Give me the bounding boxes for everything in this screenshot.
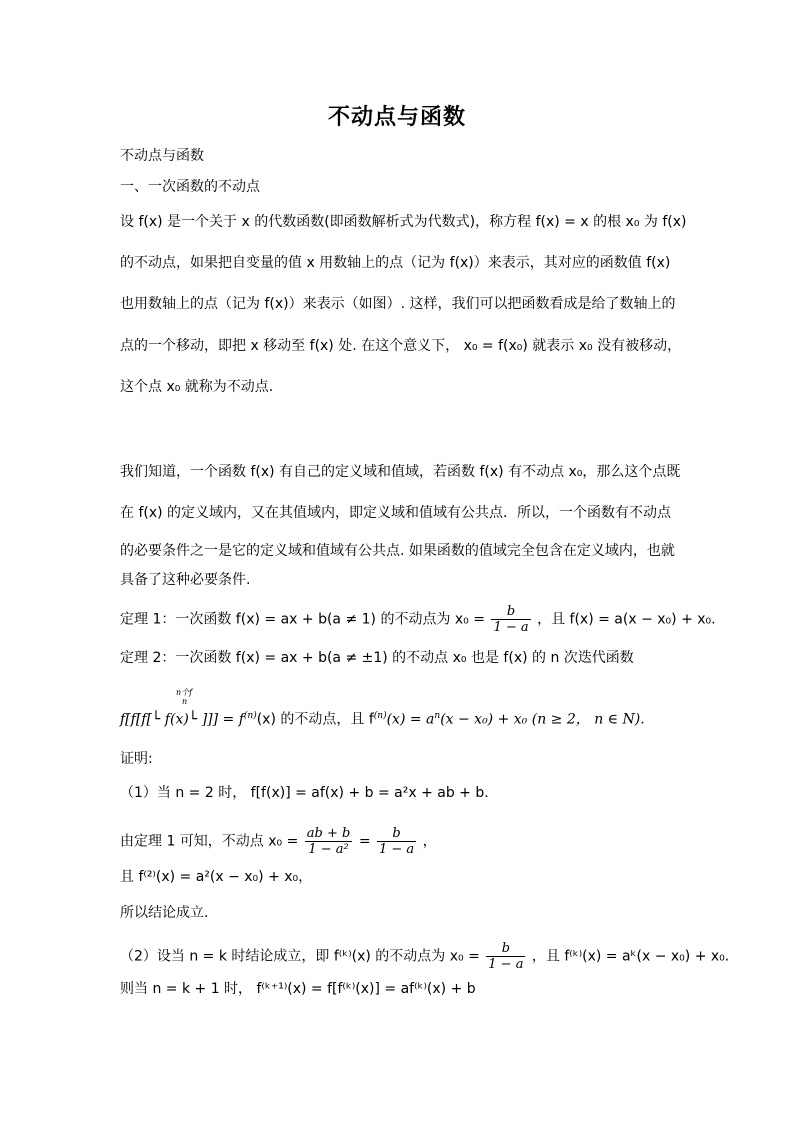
theorem-2-line-2 [120, 706, 645, 730]
fraction [486, 941, 525, 972]
fraction-numerator: ab + b [306, 826, 351, 841]
proof-step-1b [120, 826, 437, 857]
fraction-numerator: b [377, 826, 416, 842]
section-heading: 一、一次函数的不动点 [120, 179, 260, 195]
fraction [491, 604, 530, 635]
superscript: (n) [373, 711, 387, 721]
superscript: n [434, 711, 441, 721]
theorem-1-text: 定理 1：一次函数 f(x) = ax + b(a ≠ 1) 的不动点为 x₀ = [120, 611, 485, 628]
fraction-denominator: 1 − a [493, 620, 529, 635]
formula-tail: (x − x₀) + x₀ (n ≥ 2， n ∈ N). [440, 711, 645, 728]
fraction [377, 826, 416, 857]
paragraph-1-line-3: 也用数轴上的点（记为 f(x)）来表示（如图）. 这样，我们可以把函数看成是给了数轴上的 [120, 296, 676, 312]
fraction-denominator: 1 − a [379, 842, 415, 857]
iterated-function: f[f[f[└ f(x)└ ]]] = f [120, 711, 244, 728]
iteration-index-label: n [182, 697, 188, 706]
theorem-1 [120, 604, 716, 635]
proof-text: ，且 f⁽ᵏ⁾(x) = aᵏ(x − x₀) + x₀. [531, 948, 730, 965]
fraction-numerator: b [486, 941, 525, 957]
proof-step-2 [120, 941, 729, 972]
proof-step-3: 则当 n = k + 1 时， f⁽ᵏ⁺¹⁾(x) = f[f⁽ᵏ⁾(x)] = af⁽ᵏ⁾(x) + b [120, 981, 476, 997]
proof-text: 由定理 1 可知，不动点 x₀ = [120, 833, 299, 850]
formula: (x) = a [386, 711, 435, 728]
page-title: 不动点与函数 [327, 105, 466, 130]
fraction-numerator: b [491, 604, 530, 620]
theorem-2-text: (x) 的不动点，且 f [256, 711, 374, 728]
superscript: (n) [243, 711, 257, 721]
proof-step-1d: 所以结论成立. [120, 905, 209, 921]
paragraph-2-line-2: 在 f(x) 的定义域内，又在其值域内，即定义域和值域有公共点．所以，一个函数有不动点 [120, 505, 672, 521]
proof-label: 证明: [120, 751, 153, 767]
paragraph-2-line-1: 我们知道，一个函数 f(x) 有自己的定义域和值域，若函数 f(x) 有不动点 x₀，那么这个点既 [120, 464, 681, 480]
equals-sign: = [358, 833, 371, 850]
paragraph-1-line-1: 设 f(x) 是一个关于 x 的代数函数(即函数解析式为代数式)，称方程 f(x) = x 的根 x₀ 为 f(x) [120, 214, 687, 230]
fraction-denominator: 1 − a² [308, 842, 349, 857]
fraction [305, 826, 353, 857]
proof-text: ， [422, 833, 437, 850]
paragraph-1-line-5: 这个点 x₀ 就称为不动点. [120, 379, 274, 395]
proof-text: （2）设当 n = k 时结论成立，即 f⁽ᵏ⁾(x) 的不动点为 x₀ = [120, 948, 480, 965]
paragraph-2-line-3: 的必要条件之一是它的定义域和值域有公共点. 如果函数的值域完全包含在定义域内，也就 [120, 543, 675, 559]
theorem-2-line-1: 定理 2：一次函数 f(x) = ax + b(a ≠ ±1) 的不动点 x₀ 也是 f(x) 的 n 次迭代函数 [120, 650, 634, 666]
proof-step-1: （1）当 n = 2 时， f[f(x)] = af(x) + b = a²x + ab + b. [120, 785, 489, 801]
iteration-count-label: n个f [176, 688, 193, 697]
paragraph-2-line-4: 具备了这种必要条件. [120, 572, 251, 588]
paragraph-1-line-2: 的不动点，如果把自变量的值 x 用数轴上的点（记为 f(x)）来表示，其对应的函数值 f(x) [120, 255, 671, 271]
subtitle: 不动点与函数 [120, 148, 204, 164]
proof-step-1c: 且 f⁽²⁾(x) = a²(x − x₀) + x₀， [120, 869, 313, 885]
fraction-denominator: 1 − a [488, 957, 524, 972]
theorem-1-tail: ，且 f(x) = a(x − x₀) + x₀. [537, 611, 716, 628]
paragraph-1-line-4: 点的一个移动，即把 x 移动至 f(x) 处. 在这个意义下， x₀ = f(x₀) 就表示 x₀ 没有被移动， [120, 338, 682, 354]
